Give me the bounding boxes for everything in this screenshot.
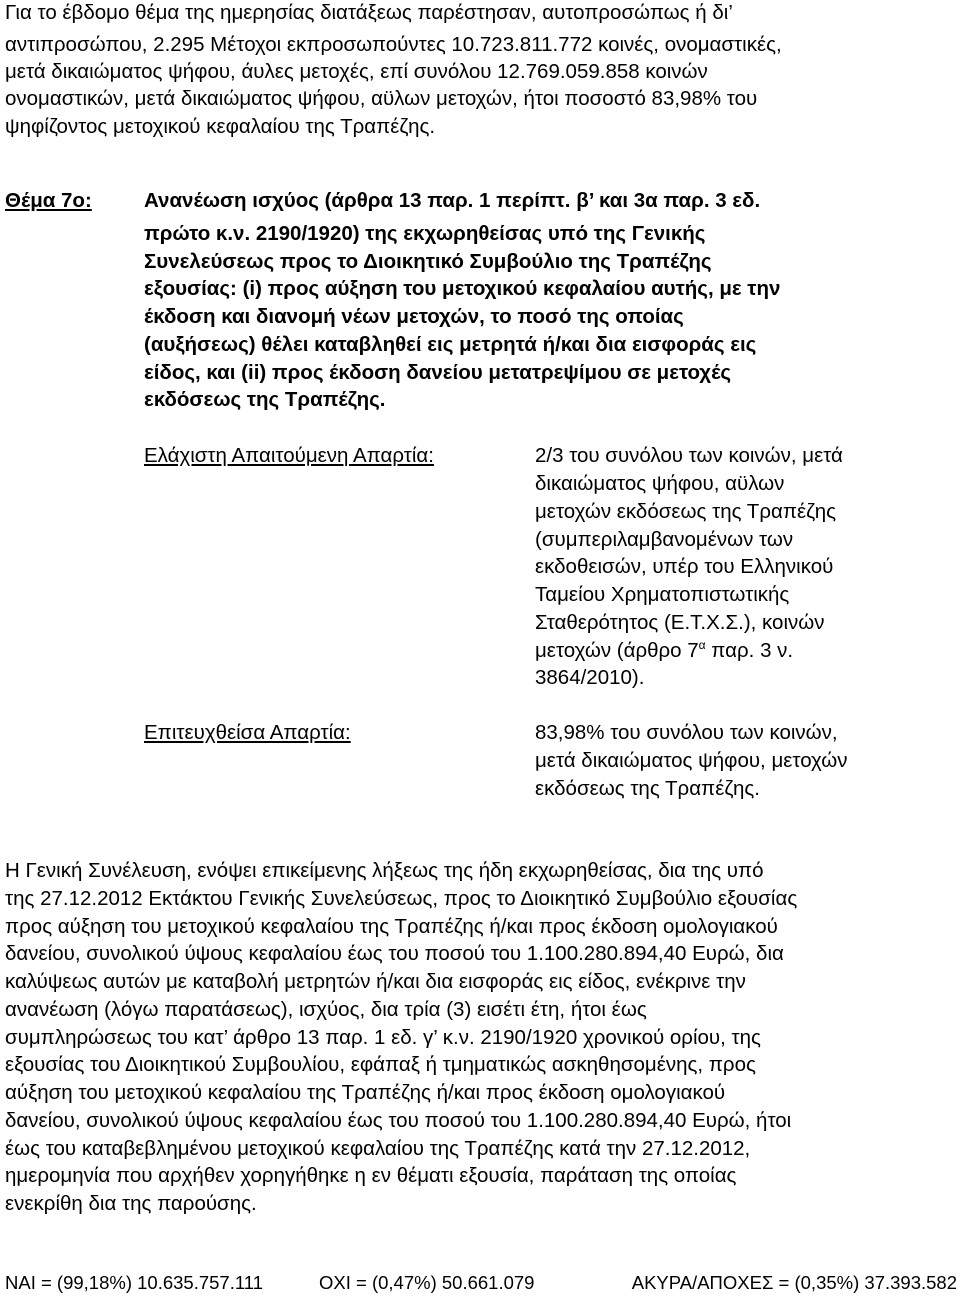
quorum-required-line: δικαιώματος ψήφου, αϋλων [535,472,785,495]
quorum-achieved-line: 83,98% του συνόλου των κοινών, [535,721,838,744]
resolution-line: προς αύξηση του μετοχικού κεφαλαίου της Τραπέζης ή/και προς έκδοση ομολογιακού [5,915,778,938]
agenda-line: έκδοση και διανομή νέων μετοχών, το ποσό της οποίας [144,305,684,328]
intro-line: μετά δικαιώματος ψήφου, άυλες μετοχές, επί συνόλου 12.769.059.858 κοινών [5,60,708,83]
agenda-line: Συνελεύσεως προς το Διοικητικό Συμβούλιο της Τραπέζης [144,250,712,273]
resolution-line: εξουσίας του Διοικητικού Συμβουλίου, εφάπαξ ή τμηματικώς ασκηθησομένης, προς [5,1053,756,1076]
resolution-line: δανείου, συνολικού ύψους κεφαλαίου έως του ποσού του 1.100.280.894,40 Ευρώ, δια [5,942,784,965]
quorum-required-line: εκδοθεισών, υπέρ του Ελληνικού [535,555,834,578]
agenda-item-label: Θέμα 7ο: [5,189,92,212]
vote-no: ΟΧΙ = (0,47%) 50.661.079 [319,1272,535,1293]
quorum-achieved-label: Επιτευχθείσα Απαρτία: [144,721,351,744]
quorum-achieved-line: εκδόσεως της Τραπέζης. [535,777,760,800]
intro-line: αντιπροσώπου, 2.295 Μέτοχοι εκπροσωπούντες 10.723.811.772 κοινές, ονομαστικές, [5,33,782,56]
agenda-line: Ανανέωση ισχύος (άρθρα 13 παρ. 1 περίπτ. β’ και 3α παρ. 3 εδ. [144,189,761,212]
intro-line: ονομαστικών, μετά δικαιώματος ψήφου, αϋλων μετοχών, ήτοι ποσοστό 83,98% του [5,87,758,110]
resolution-line: δανείου, συνολικού ύψους κεφαλαίου έως του ποσού του 1.100.280.894,40 Ευρώ, ήτοι [5,1109,792,1132]
quorum-required-text: μετοχών (άρθρο 7 [535,639,699,662]
intro-line: Για το έβδομο θέμα της ημερησίας διατάξεως παρέστησαν, αυτοπροσώπως ή δι’ [5,1,733,24]
agenda-line: (αυξήσεως) θέλει καταβληθεί εις μετρητά ή/και δια εισφοράς εις [144,333,757,356]
agenda-line: πρώτο κ.ν. 2190/1920) της εκχωρηθείσας υπό της Γενικής [144,222,706,245]
quorum-required-line: 2/3 του συνόλου των κοινών, μετά [535,444,843,467]
quorum-required-line: μετοχών εκδόσεως της Τραπέζης [535,500,837,523]
resolution-line: έως του καταβεβλημένου μετοχικού κεφαλαίου της Τραπέζης κατά την 27.12.2012, [5,1137,751,1160]
agenda-line: εκδόσεως της Τραπέζης. [144,388,386,411]
resolution-line: ημερομηνία που αρχήθεν χορηγήθηκε η εν θέματι εξουσία, παράταση της οποίας [5,1164,737,1187]
quorum-required-line: Ταμείου Χρηματοπιστωτικής [535,583,790,606]
resolution-line: ανανέωση (λόγω παρατάσεως), ισχύος, δια τρία (3) εισέτι έτη, ήτοι έως [5,998,647,1021]
quorum-required-line: 3864/2010). [535,666,645,689]
intro-line: ψηφίζοντος μετοχικού κεφαλαίου της Τραπέζης. [5,115,436,138]
quorum-required-label: Ελάχιστη Απαιτούμενη Απαρτία: [144,444,434,467]
vote-yes: ΝΑΙ = (99,18%) 10.635.757.111 [5,1272,263,1293]
quorum-required-line: (συμπεριλαμβανομένων των [535,528,794,551]
vote-abstain: ΑΚΥΡΑ/ΑΠΟΧΕΣ = (0,35%) 37.393.582 [631,1272,957,1293]
resolution-line: ενεκρίθη δια της παρούσης. [5,1192,257,1215]
quorum-required-line [535,638,794,662]
resolution-line: καλύψεως αυτών με καταβολή μετρητών ή/και δια εισφοράς εις είδος, ενέκρινε την [5,970,746,993]
resolution-line: της 27.12.2012 Εκτάκτου Γενικής Συνελεύσεως, προς το Διοικητικό Συμβούλιο εξουσίας [5,887,798,910]
quorum-required-text: παρ. 3 ν. [705,639,794,662]
resolution-line: αύξηση του μετοχικού κεφαλαίου της Τραπέζης ή/και προς έκδοση ομολογιακού [5,1081,726,1104]
resolution-line: συμπληρώσεως του κατ’ άρθρο 13 παρ. 1 εδ. γ’ κ.ν. 2190/1920 χρονικού ορίου, της [5,1026,761,1049]
quorum-required-line: Σταθερότητος (Ε.Τ.Χ.Σ.), κοινών [535,611,825,634]
agenda-line: είδος, και (ii) προς έκδοση δανείου μετατρεψίμου σε μετοχές [144,361,732,384]
agenda-line: εξουσίας: (i) προς αύξηση του μετοχικού κεφαλαίου αυτής, με την [144,277,781,300]
superscript-alpha: α [698,638,706,653]
resolution-line: Η Γενική Συνέλευση, ενόψει επικείμενης λήξεως της ήδη εκχωρηθείσας, δια της υπό [5,859,764,882]
quorum-achieved-line: μετά δικαιώματος ψήφου, μετοχών [535,749,848,772]
